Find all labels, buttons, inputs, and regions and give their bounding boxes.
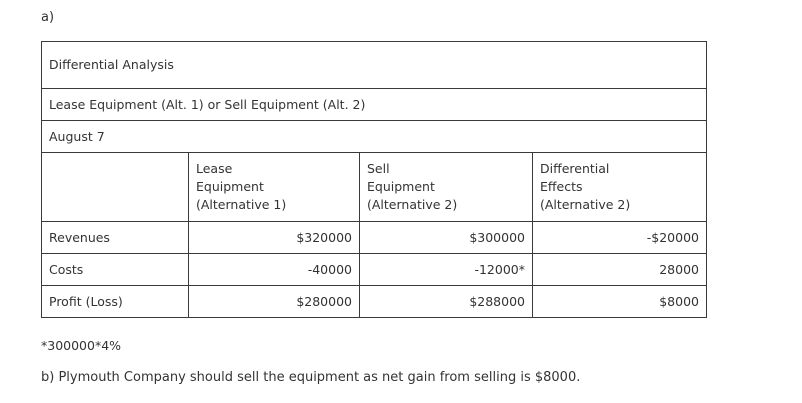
cell-differential: $8000 bbox=[533, 286, 707, 318]
header-line: Equipment bbox=[196, 179, 264, 194]
header-line: Equipment bbox=[367, 179, 435, 194]
table-row-revenues bbox=[42, 222, 707, 254]
table-title-row bbox=[42, 42, 707, 89]
table-title: Differential Analysis bbox=[42, 42, 707, 89]
row-label: Profit (Loss) bbox=[42, 286, 189, 318]
header-differential-effects bbox=[533, 153, 707, 222]
cell-differential: -$20000 bbox=[533, 222, 707, 254]
header-line: (Alternative 1) bbox=[196, 197, 287, 212]
header-alternative-1 bbox=[189, 153, 360, 222]
cell-alternative-1: $280000 bbox=[189, 286, 360, 318]
table-description: Lease Equipment (Alt. 1) or Sell Equipment (Alt. 2) bbox=[42, 89, 707, 121]
header-line: Differential bbox=[540, 161, 610, 176]
cell-alternative-2: -12000* bbox=[360, 254, 533, 286]
header-line: Lease bbox=[196, 161, 233, 176]
table-row-costs bbox=[42, 254, 707, 286]
table-date-row bbox=[42, 121, 707, 153]
table-date: August 7 bbox=[42, 121, 707, 153]
header-empty-cell bbox=[42, 153, 189, 222]
cell-alternative-2: $288000 bbox=[360, 286, 533, 318]
header-line: (Alternative 2) bbox=[540, 197, 631, 212]
header-line: (Alternative 2) bbox=[367, 197, 458, 212]
cell-differential: 28000 bbox=[533, 254, 707, 286]
footnote: *300000*4% bbox=[41, 338, 122, 353]
part-a-label: a) bbox=[41, 10, 55, 25]
header-line: Sell bbox=[367, 161, 390, 176]
table-description-row bbox=[42, 89, 707, 121]
header-alternative-2 bbox=[360, 153, 533, 222]
table-row-profit bbox=[42, 286, 707, 318]
differential-analysis-table bbox=[41, 41, 707, 318]
cell-alternative-1: $320000 bbox=[189, 222, 360, 254]
row-label: Revenues bbox=[42, 222, 189, 254]
cell-alternative-2: $300000 bbox=[360, 222, 533, 254]
header-line: Effects bbox=[540, 179, 583, 194]
row-label: Costs bbox=[42, 254, 189, 286]
part-b-answer: b) Plymouth Company should sell the equipment as net gain from selling is $8000. bbox=[41, 370, 581, 385]
cell-alternative-1: -40000 bbox=[189, 254, 360, 286]
column-header-row bbox=[42, 153, 707, 222]
